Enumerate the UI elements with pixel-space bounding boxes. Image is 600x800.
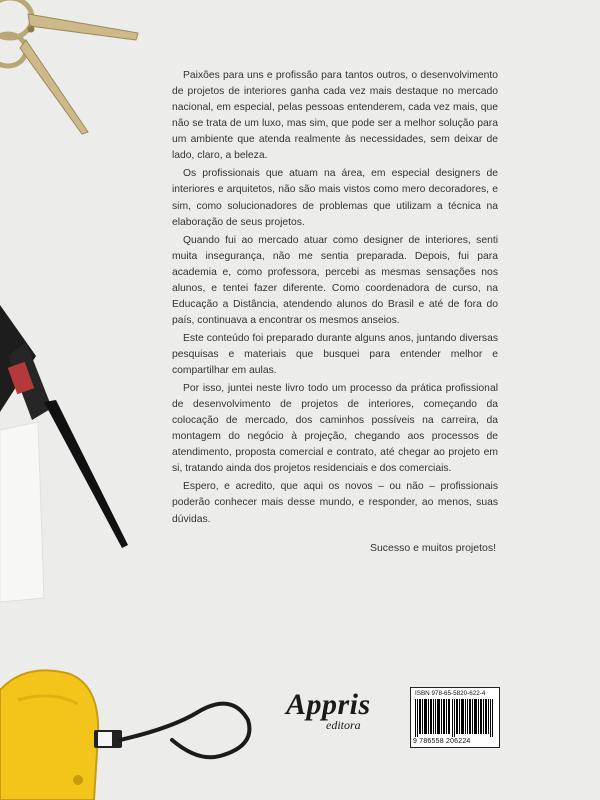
publisher-logo-main: Appris (286, 688, 371, 721)
paper-edge (0, 422, 44, 602)
paragraph: Este conteúdo foi preparado durante alguns anos, juntando diversas pesquisas e materiais que busquei para entender melhor e compartilhar em aulas. (172, 332, 498, 377)
paragraph: Os profissionais que atuam na área, em especial designers de interiores e arquitetos, não são mais vistos como mero decoradores, e sim, como solucionadores de problemas que utilizam a técnica na elaboração de seus projetos. (172, 168, 498, 228)
publisher-logo-sub: editora (326, 718, 361, 732)
scissors-icon (0, 0, 138, 134)
paragraph: Paixões para uns e profissão para tantos outros, o desenvolvimento de projetos de interiores ganha cada vez mais destaque no mercado nacional, em especial, pelas pessoas entenderem, cada vez mais, que não se trata de um luxo, mas sim, que pode ser a melhor solução para um ambiente que atenda realmente às necessidades, sem deixar de lado, claro, a beleza. (172, 70, 498, 162)
tape-measure-icon (0, 670, 249, 800)
paragraph: Quando fui ao mercado atuar como designer de interiores, senti muita insegurança, não me sentia preparada. Depois, fui para academia e, como professora, percebi as mesmas sensações nos alunos, e tentei fazer diferente. Como coordenadora de curso, na Educação a Distância, atendendo alunos do Brasil e até de fora do país, continuava a encontrar os mesmos anseios. (172, 234, 498, 326)
paragraph: Espero, e acredito, que aqui os novos – ou não – profissionais poderão conhecer mais desse mundo, e responder, ao menos, suas dúvidas. (172, 481, 498, 525)
paragraph: Por isso, juntei neste livro todo um processo da prática profissional de desenvolvimento de projetos de interiores, começando da colocação de mercado, dos caminhos possíveis na carreira, da montagem do negócio à projeção, chegando aos processos de atendimento, proposta comercial e contrato, até chegar ao projeto em si, tratando ainda dos projetos residenciais e dos comerciais. (172, 382, 498, 475)
back-cover-text (172, 68, 498, 529)
signoff-text: Sucesso e muitos projetos! (369, 542, 496, 554)
barcode-number: 9 786558 206224 (413, 738, 471, 745)
isbn-barcode (410, 687, 500, 748)
publisher-logo (286, 688, 406, 748)
isbn-text: ISBN 978-65-5820-622-4 (415, 690, 486, 697)
barcode-bars (415, 699, 495, 737)
